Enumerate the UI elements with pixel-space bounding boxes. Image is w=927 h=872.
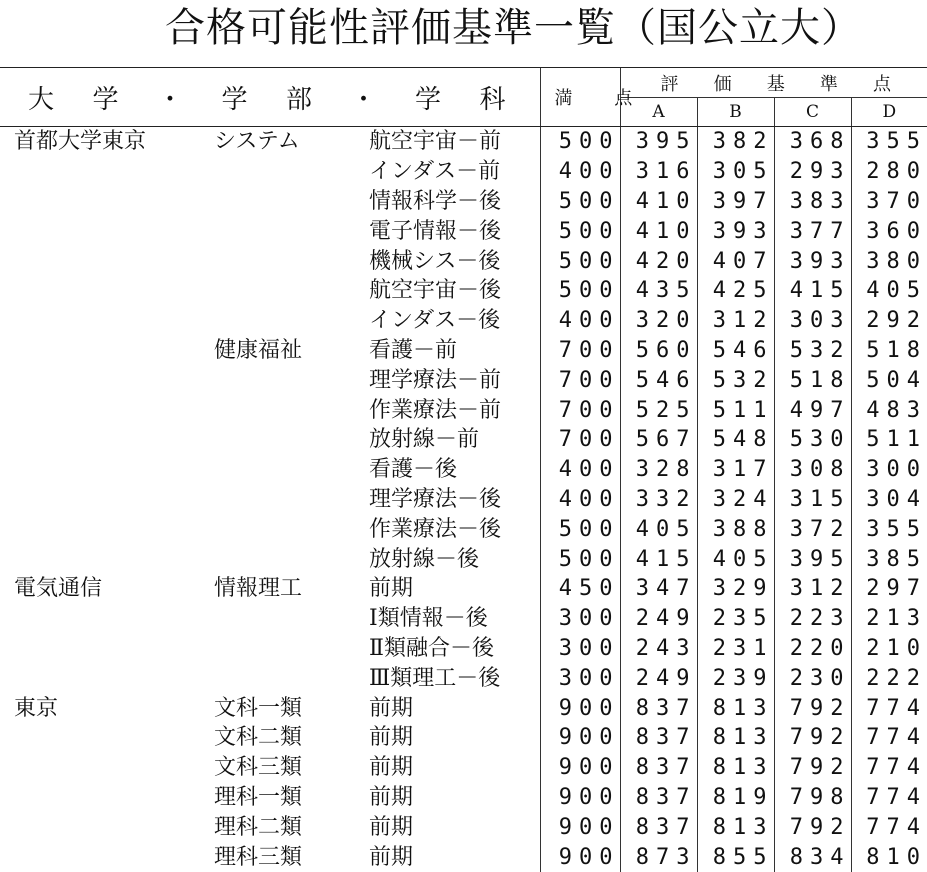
department-cell: 看護－後	[369, 457, 458, 483]
grade-a-cell: 837	[620, 753, 697, 783]
grade-a-cell: 347	[620, 574, 697, 604]
table-row	[0, 693, 927, 723]
faculty-cell	[200, 306, 355, 336]
header-char: 点	[873, 73, 892, 95]
grade-b-cell: 546	[697, 336, 774, 366]
table-row	[0, 306, 927, 336]
university-cell	[0, 425, 200, 455]
university-cell	[0, 365, 200, 395]
university-cell	[0, 246, 200, 276]
full-score-cell: 900	[540, 753, 620, 783]
grade-c-cell: 223	[774, 604, 851, 634]
grade-c-cell: 315	[774, 485, 851, 515]
grade-c-cell: 377	[774, 216, 851, 246]
header-grade-d: D	[851, 98, 927, 127]
header-university-faculty-department	[0, 68, 540, 127]
full-score-cell: 700	[540, 395, 620, 425]
department-cell: 看護－前	[369, 337, 458, 363]
table-row	[0, 544, 927, 574]
grade-b-cell: 405	[697, 544, 774, 574]
grade-d-cell: 380	[851, 246, 927, 276]
grade-a-cell: 320	[620, 306, 697, 336]
full-score-cell: 300	[540, 604, 620, 634]
table-row	[0, 276, 927, 306]
header-evaluation-criteria	[620, 68, 927, 98]
university-cell	[0, 723, 200, 753]
full-score-cell: 500	[540, 514, 620, 544]
grade-c-cell: 312	[774, 574, 851, 604]
faculty-cell: システム	[214, 129, 300, 155]
department-cell: 機械シス－後	[369, 248, 501, 274]
grade-d-cell: 774	[851, 783, 927, 813]
university-cell: 電気通信	[14, 576, 103, 602]
department-cell: 作業療法－後	[369, 516, 502, 542]
full-score-cell: 500	[540, 276, 620, 306]
grade-b-cell: 312	[697, 306, 774, 336]
grade-a-cell: 873	[620, 842, 697, 872]
table-row	[0, 395, 927, 425]
faculty-cell	[200, 276, 355, 306]
grade-b-cell: 548	[697, 425, 774, 455]
faculty-cell: 理科三類	[214, 844, 303, 870]
faculty-cell	[200, 246, 355, 276]
full-score-cell: 500	[540, 216, 620, 246]
faculty-cell	[200, 455, 355, 485]
full-score-cell: 400	[540, 455, 620, 485]
department-cell: 前期	[369, 576, 414, 602]
grade-d-cell: 304	[851, 485, 927, 515]
table-row	[0, 127, 927, 157]
grade-c-cell: 792	[774, 753, 851, 783]
header-grade-b: B	[697, 98, 774, 127]
university-cell	[0, 336, 200, 366]
grade-d-cell: 810	[851, 842, 927, 872]
grade-c-cell: 532	[774, 336, 851, 366]
university-cell	[0, 663, 200, 693]
grade-c-cell: 792	[774, 723, 851, 753]
header-char: 部	[286, 84, 313, 115]
university-cell	[0, 842, 200, 872]
faculty-cell: 情報理工	[214, 576, 303, 602]
university-cell	[0, 604, 200, 634]
full-score-cell: 300	[540, 663, 620, 693]
table-row	[0, 216, 927, 246]
university-cell	[0, 634, 200, 664]
header-char: 科	[479, 84, 506, 115]
grade-a-cell: 525	[620, 395, 697, 425]
header-grade-a: A	[620, 98, 697, 127]
table-row	[0, 514, 927, 544]
header-grade-c: C	[774, 98, 851, 127]
university-cell	[0, 455, 200, 485]
university-cell	[0, 514, 200, 544]
grade-b-cell: 511	[697, 395, 774, 425]
grade-d-cell: 385	[851, 544, 927, 574]
full-score-cell: 900	[540, 783, 620, 813]
full-score-cell: 400	[540, 306, 620, 336]
table-row	[0, 485, 927, 515]
grade-d-cell: 355	[851, 127, 927, 157]
table-row	[0, 842, 927, 872]
department-cell: 作業療法－前	[369, 397, 502, 423]
grade-d-cell: 292	[851, 306, 927, 336]
department-cell: 前期	[369, 755, 414, 781]
faculty-cell	[200, 425, 355, 455]
header-char: 準	[819, 73, 838, 95]
grade-c-cell: 395	[774, 544, 851, 574]
full-score-cell: 900	[540, 812, 620, 842]
page-title: 合格可能性評価基準一覧（国公立大）	[165, 5, 862, 51]
full-score-cell: 500	[540, 127, 620, 157]
header-char: 価	[713, 73, 732, 95]
grade-d-cell: 511	[851, 425, 927, 455]
university-cell	[0, 812, 200, 842]
grade-d-cell: 774	[851, 812, 927, 842]
table-row	[0, 604, 927, 634]
grade-c-cell: 834	[774, 842, 851, 872]
grade-a-cell: 837	[620, 783, 697, 813]
department-cell: Ⅲ類理工－後	[369, 665, 501, 691]
grade-b-cell: 407	[697, 246, 774, 276]
table-row	[0, 187, 927, 217]
department-cell: 情報科学－後	[369, 188, 502, 214]
faculty-cell: 理科二類	[214, 814, 303, 840]
grade-c-cell: 383	[774, 187, 851, 217]
university-cell	[0, 157, 200, 187]
header-full-score: 満 点	[540, 68, 620, 127]
full-score-cell: 450	[540, 574, 620, 604]
table-row	[0, 634, 927, 664]
grade-a-cell: 546	[620, 365, 697, 395]
faculty-cell	[200, 514, 355, 544]
grade-d-cell: 222	[851, 663, 927, 693]
grade-d-cell: 774	[851, 753, 927, 783]
faculty-cell	[200, 395, 355, 425]
grade-a-cell: 435	[620, 276, 697, 306]
grade-b-cell: 235	[697, 604, 774, 634]
grade-a-cell: 837	[620, 812, 697, 842]
grade-a-cell: 316	[620, 157, 697, 187]
department-cell: 前期	[369, 695, 414, 721]
faculty-cell	[200, 604, 355, 634]
department-cell: 放射線－後	[369, 546, 480, 572]
grade-c-cell: 798	[774, 783, 851, 813]
full-score-cell: 700	[540, 365, 620, 395]
faculty-cell	[200, 634, 355, 664]
grade-a-cell: 249	[620, 604, 697, 634]
table-row	[0, 246, 927, 276]
department-cell: 前期	[369, 784, 414, 810]
faculty-cell	[200, 544, 355, 574]
header-char: 学	[221, 84, 248, 115]
header-char: 評	[660, 73, 679, 95]
university-cell	[0, 187, 200, 217]
grade-b-cell: 393	[697, 216, 774, 246]
grade-c-cell: 415	[774, 276, 851, 306]
grade-b-cell: 329	[697, 574, 774, 604]
grade-c-cell: 293	[774, 157, 851, 187]
faculty-cell: 文科三類	[214, 755, 303, 781]
full-score-cell: 900	[540, 723, 620, 753]
table-row	[0, 663, 927, 693]
grade-c-cell: 792	[774, 812, 851, 842]
grade-b-cell: 819	[697, 783, 774, 813]
grade-a-cell: 410	[620, 187, 697, 217]
grade-c-cell: 308	[774, 455, 851, 485]
grade-d-cell: 774	[851, 693, 927, 723]
grade-c-cell: 372	[774, 514, 851, 544]
header-char: 学	[415, 84, 442, 115]
full-score-cell: 900	[540, 842, 620, 872]
department-cell: 前期	[369, 814, 414, 840]
department-cell: 航空宇宙－前	[369, 129, 502, 155]
table-row	[0, 455, 927, 485]
full-score-cell: 500	[540, 544, 620, 574]
grade-a-cell: 410	[620, 216, 697, 246]
department-cell: 理学療法－後	[369, 486, 502, 512]
grade-c-cell: 230	[774, 663, 851, 693]
grade-d-cell: 213	[851, 604, 927, 634]
grade-b-cell: 239	[697, 663, 774, 693]
table-row	[0, 812, 927, 842]
faculty-cell	[200, 216, 355, 246]
university-cell	[0, 783, 200, 813]
university-cell	[0, 216, 200, 246]
grade-a-cell: 328	[620, 455, 697, 485]
table-row	[0, 425, 927, 455]
grade-d-cell: 360	[851, 216, 927, 246]
department-cell: 電子情報－後	[369, 218, 502, 244]
grade-c-cell: 792	[774, 693, 851, 723]
header-char: 基	[766, 73, 785, 95]
department-cell: Ⅰ類情報－後	[369, 606, 488, 632]
full-score-cell: 700	[540, 336, 620, 366]
criteria-table	[0, 67, 927, 872]
faculty-cell: 文科一類	[214, 695, 303, 721]
grade-c-cell: 393	[774, 246, 851, 276]
full-score-cell: 900	[540, 693, 620, 723]
department-cell: 前期	[369, 844, 414, 870]
university-cell	[0, 753, 200, 783]
header-char: ・	[350, 84, 377, 115]
table-row	[0, 723, 927, 753]
grade-b-cell: 324	[697, 485, 774, 515]
grade-a-cell: 415	[620, 544, 697, 574]
grade-a-cell: 420	[620, 246, 697, 276]
university-cell	[0, 276, 200, 306]
grade-d-cell: 297	[851, 574, 927, 604]
grade-c-cell: 303	[774, 306, 851, 336]
faculty-cell	[200, 663, 355, 693]
department-cell: インダス－前	[369, 159, 501, 185]
full-score-cell: 300	[540, 634, 620, 664]
table-row	[0, 753, 927, 783]
grade-d-cell: 210	[851, 634, 927, 664]
faculty-cell: 文科二類	[214, 725, 303, 751]
grade-b-cell: 855	[697, 842, 774, 872]
header-char: ・	[157, 84, 184, 115]
faculty-cell	[200, 365, 355, 395]
university-cell	[0, 544, 200, 574]
department-cell: 放射線－前	[369, 427, 480, 453]
grade-d-cell: 355	[851, 514, 927, 544]
grade-a-cell: 249	[620, 663, 697, 693]
grade-c-cell: 368	[774, 127, 851, 157]
university-cell	[0, 485, 200, 515]
table-row	[0, 157, 927, 187]
grade-a-cell: 332	[620, 485, 697, 515]
grade-d-cell: 518	[851, 336, 927, 366]
department-cell: Ⅱ類融合－後	[369, 635, 494, 661]
faculty-cell	[200, 187, 355, 217]
faculty-cell	[200, 485, 355, 515]
grade-b-cell: 397	[697, 187, 774, 217]
table-body	[0, 127, 927, 872]
grade-d-cell: 280	[851, 157, 927, 187]
university-cell	[0, 306, 200, 336]
grade-a-cell: 837	[620, 723, 697, 753]
full-score-cell: 400	[540, 485, 620, 515]
grade-d-cell: 774	[851, 723, 927, 753]
grade-b-cell: 231	[697, 634, 774, 664]
grade-d-cell: 504	[851, 365, 927, 395]
grade-c-cell: 220	[774, 634, 851, 664]
header-char: 大	[28, 84, 55, 115]
grade-a-cell: 243	[620, 634, 697, 664]
grade-c-cell: 518	[774, 365, 851, 395]
table-row	[0, 783, 927, 813]
university-cell: 東京	[14, 695, 59, 721]
grade-c-cell: 530	[774, 425, 851, 455]
grade-d-cell: 405	[851, 276, 927, 306]
full-score-cell: 700	[540, 425, 620, 455]
grade-b-cell: 305	[697, 157, 774, 187]
grade-b-cell: 425	[697, 276, 774, 306]
faculty-cell: 健康福祉	[214, 337, 303, 363]
grade-d-cell: 370	[851, 187, 927, 217]
university-cell: 首都大学東京	[14, 129, 147, 155]
table-row	[0, 336, 927, 366]
grade-a-cell: 395	[620, 127, 697, 157]
grade-c-cell: 497	[774, 395, 851, 425]
full-score-cell: 500	[540, 246, 620, 276]
department-cell: インダス－後	[369, 308, 501, 334]
faculty-cell	[200, 157, 355, 187]
grade-a-cell: 837	[620, 693, 697, 723]
faculty-cell: 理科一類	[214, 784, 303, 810]
grade-b-cell: 532	[697, 365, 774, 395]
department-cell: 前期	[369, 725, 414, 751]
department-cell: 理学療法－前	[369, 367, 502, 393]
full-score-cell: 500	[540, 187, 620, 217]
university-cell	[0, 395, 200, 425]
header-char: 学	[92, 84, 119, 115]
grade-b-cell: 813	[697, 723, 774, 753]
grade-b-cell: 317	[697, 455, 774, 485]
grade-b-cell: 388	[697, 514, 774, 544]
grade-a-cell: 560	[620, 336, 697, 366]
grade-b-cell: 813	[697, 812, 774, 842]
grade-a-cell: 405	[620, 514, 697, 544]
full-score-cell: 400	[540, 157, 620, 187]
grade-b-cell: 382	[697, 127, 774, 157]
grade-b-cell: 813	[697, 693, 774, 723]
table-row	[0, 365, 927, 395]
table-row	[0, 574, 927, 604]
grade-d-cell: 483	[851, 395, 927, 425]
grade-a-cell: 567	[620, 425, 697, 455]
grade-b-cell: 813	[697, 753, 774, 783]
grade-d-cell: 300	[851, 455, 927, 485]
department-cell: 航空宇宙－後	[369, 278, 502, 304]
